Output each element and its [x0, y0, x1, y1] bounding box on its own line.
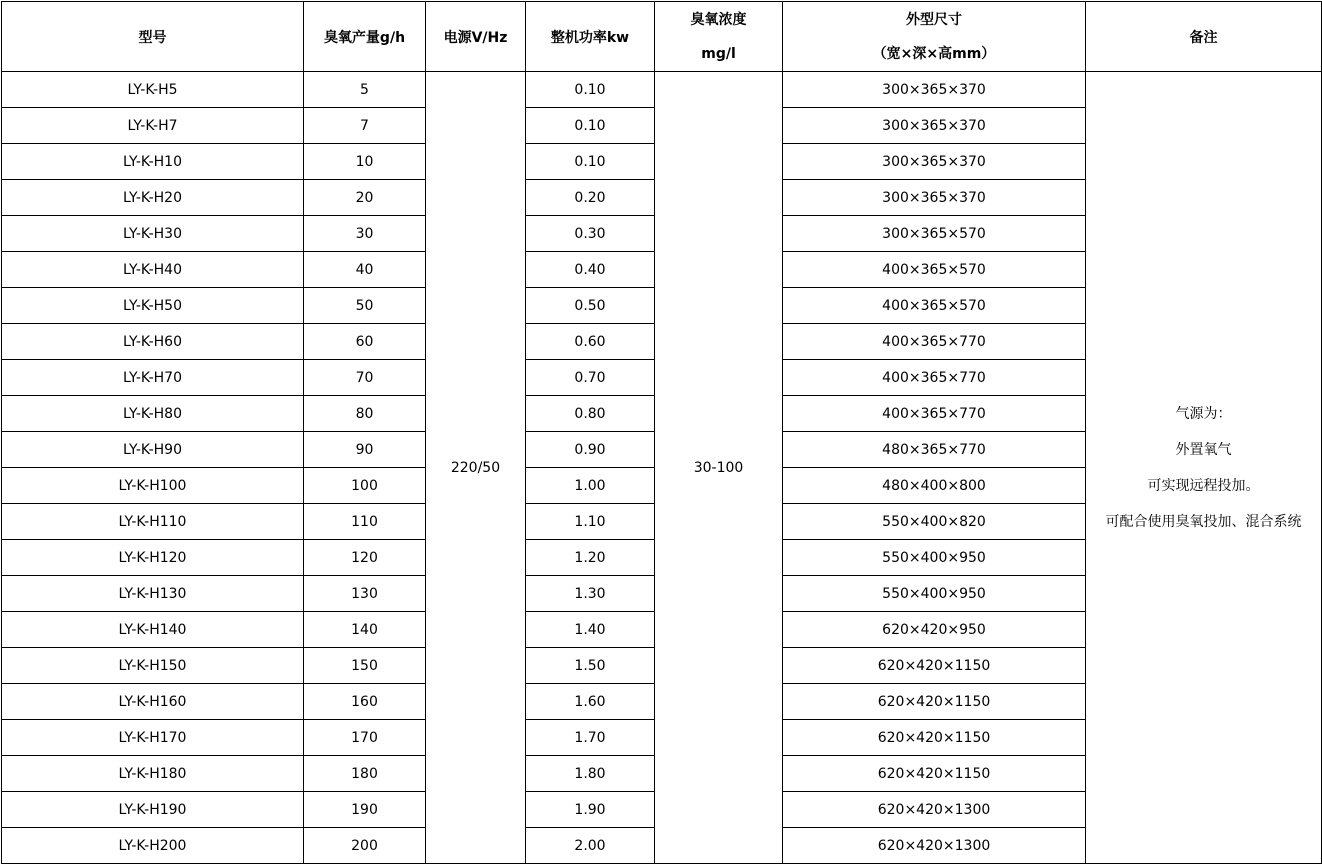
header-power: 整机功率kw: [526, 2, 655, 72]
table-body: [2, 72, 1322, 864]
cell-model: LY-K-H100: [2, 468, 304, 504]
cell-power: 0.30: [526, 216, 655, 252]
cell-ozone-output: 130: [304, 576, 426, 612]
cell-dimensions: 300×365×370: [783, 72, 1086, 108]
cell-model: LY-K-H50: [2, 288, 304, 324]
cell-power: 0.80: [526, 396, 655, 432]
cell-ozone-output: 60: [304, 324, 426, 360]
cell-ozone-output: 30: [304, 216, 426, 252]
cell-ozone-output: 20: [304, 180, 426, 216]
cell-power: 1.10: [526, 504, 655, 540]
cell-ozone-output: 7: [304, 108, 426, 144]
cell-dimensions: 620×420×1150: [783, 720, 1086, 756]
cell-ozone-output: 50: [304, 288, 426, 324]
cell-dimensions: 400×365×770: [783, 360, 1086, 396]
cell-model: LY-K-H140: [2, 612, 304, 648]
cell-dimensions: 400×365×570: [783, 252, 1086, 288]
cell-power: 0.10: [526, 144, 655, 180]
cell-power: 0.50: [526, 288, 655, 324]
cell-dimensions: 620×420×1300: [783, 828, 1086, 864]
cell-power: 1.40: [526, 612, 655, 648]
cell-power: 0.10: [526, 72, 655, 108]
cell-model: LY-K-H40: [2, 252, 304, 288]
cell-power: 1.70: [526, 720, 655, 756]
cell-model: LY-K-H20: [2, 180, 304, 216]
cell-remarks: [1086, 72, 1322, 864]
cell-power: 1.60: [526, 684, 655, 720]
cell-model: LY-K-H110: [2, 504, 304, 540]
cell-dimensions: 550×400×950: [783, 576, 1086, 612]
cell-dimensions: 300×365×370: [783, 108, 1086, 144]
cell-dimensions: 400×365×770: [783, 324, 1086, 360]
cell-dimensions: 620×420×1150: [783, 756, 1086, 792]
cell-ozone-output: 180: [304, 756, 426, 792]
cell-model: LY-K-H130: [2, 576, 304, 612]
cell-power: 0.10: [526, 108, 655, 144]
cell-power: 0.90: [526, 432, 655, 468]
table-row: [2, 72, 1322, 108]
cell-power-supply: 220/50: [426, 72, 526, 864]
cell-ozone-output: 110: [304, 504, 426, 540]
cell-model: LY-K-H7: [2, 108, 304, 144]
cell-model: LY-K-H10: [2, 144, 304, 180]
cell-ozone-output: 160: [304, 684, 426, 720]
cell-power: 1.50: [526, 648, 655, 684]
cell-power: 1.80: [526, 756, 655, 792]
cell-model: LY-K-H80: [2, 396, 304, 432]
cell-power: 1.30: [526, 576, 655, 612]
cell-model: LY-K-H150: [2, 648, 304, 684]
cell-power: 0.70: [526, 360, 655, 396]
cell-model: LY-K-H90: [2, 432, 304, 468]
cell-ozone-output: 40: [304, 252, 426, 288]
cell-ozone-output: 190: [304, 792, 426, 828]
remark-line: 可实现远程投加。: [1147, 477, 1260, 494]
header-row: [2, 2, 1322, 72]
cell-ozone-output: 5: [304, 72, 426, 108]
cell-ozone-output: 70: [304, 360, 426, 396]
cell-model: LY-K-H60: [2, 324, 304, 360]
cell-dimensions: 550×400×820: [783, 504, 1086, 540]
cell-model: LY-K-H5: [2, 72, 304, 108]
remark-line: 气源为：: [1175, 405, 1232, 422]
cell-dimensions: 550×400×950: [783, 540, 1086, 576]
cell-ozone-output: 120: [304, 540, 426, 576]
header-model: 型号: [2, 2, 304, 72]
cell-power: 0.40: [526, 252, 655, 288]
header-concentration: [655, 2, 783, 72]
cell-ozone-output: 140: [304, 612, 426, 648]
remark-line: 外置氧气: [1175, 441, 1232, 458]
cell-dimensions: 620×420×1300: [783, 792, 1086, 828]
spec-table: [1, 1, 1322, 864]
header-concentration-line1: 臭氧浓度: [690, 11, 747, 28]
cell-dimensions: 400×365×770: [783, 396, 1086, 432]
cell-ozone-output: 80: [304, 396, 426, 432]
header-dimensions: [783, 2, 1086, 72]
cell-model: LY-K-H190: [2, 792, 304, 828]
cell-model: LY-K-H170: [2, 720, 304, 756]
header-dimensions-line2: （宽×深×高mm）: [872, 45, 996, 62]
header-remarks: 备注: [1086, 2, 1322, 72]
header-power-supply: 电源V/Hz: [426, 2, 526, 72]
header-dimensions-line1: 外型尺寸: [906, 11, 962, 28]
cell-dimensions: 480×400×800: [783, 468, 1086, 504]
cell-model: LY-K-H200: [2, 828, 304, 864]
cell-power: 1.20: [526, 540, 655, 576]
cell-power: 2.00: [526, 828, 655, 864]
cell-ozone-output: 10: [304, 144, 426, 180]
cell-power: 0.20: [526, 180, 655, 216]
cell-dimensions: 300×365×370: [783, 144, 1086, 180]
header-concentration-line2: mg/l: [701, 45, 736, 62]
cell-model: LY-K-H120: [2, 540, 304, 576]
remark-line: 可配合使用臭氧投加、混合系统: [1105, 513, 1302, 530]
cell-dimensions: 620×420×1150: [783, 648, 1086, 684]
cell-model: LY-K-H30: [2, 216, 304, 252]
cell-dimensions: 300×365×370: [783, 180, 1086, 216]
cell-power: 0.60: [526, 324, 655, 360]
cell-ozone-output: 90: [304, 432, 426, 468]
cell-dimensions: 400×365×570: [783, 288, 1086, 324]
cell-ozone-output: 150: [304, 648, 426, 684]
cell-model: LY-K-H160: [2, 684, 304, 720]
cell-ozone-output: 170: [304, 720, 426, 756]
cell-ozone-output: 100: [304, 468, 426, 504]
cell-dimensions: 300×365×570: [783, 216, 1086, 252]
cell-power: 1.90: [526, 792, 655, 828]
cell-dimensions: 480×365×770: [783, 432, 1086, 468]
cell-model: LY-K-H180: [2, 756, 304, 792]
cell-power: 1.00: [526, 468, 655, 504]
cell-dimensions: 620×420×1150: [783, 684, 1086, 720]
header-ozone-output: 臭氧产量g/h: [304, 2, 426, 72]
cell-model: LY-K-H70: [2, 360, 304, 396]
cell-dimensions: 620×420×950: [783, 612, 1086, 648]
cell-concentration: 30-100: [655, 72, 783, 864]
cell-ozone-output: 200: [304, 828, 426, 864]
